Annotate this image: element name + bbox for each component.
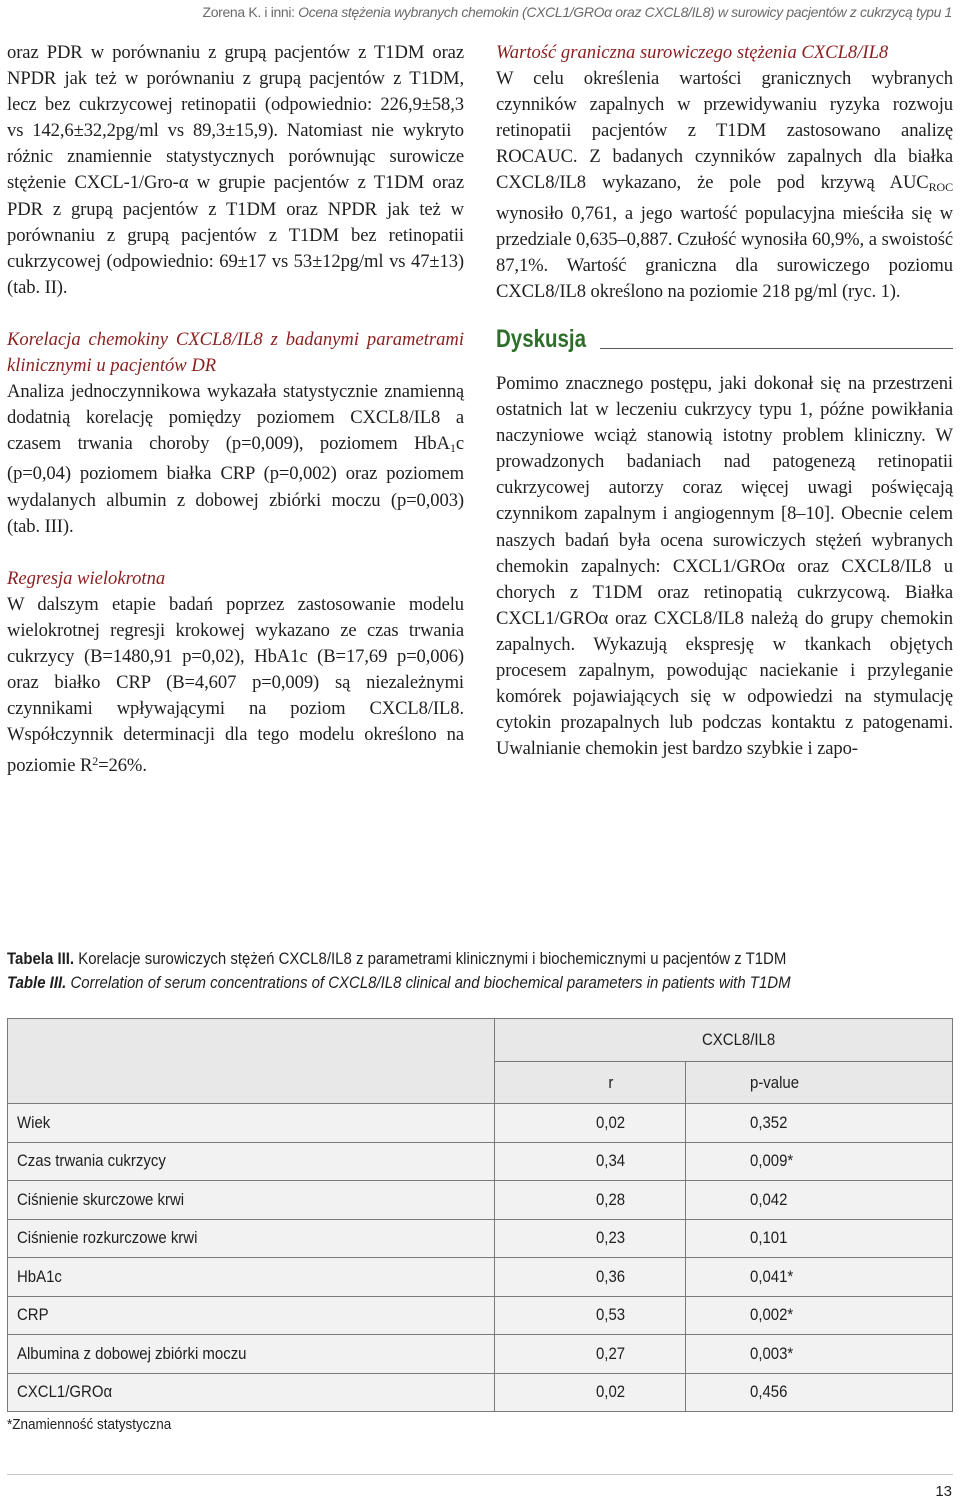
paragraph: oraz PDR w porównaniu z grupą pacjentów z T1DM oraz NPDR jak też w porównaniu z grupą pacjentów z T1DM, lecz bez cukrzycowej retinopatii (odpowiednio: 226,9±58,3 vs 142,6±32,2pg/ml vs 89,3±15,9). Natomiast nie wykryto różnic znamiennie statystycznych porównując surowicze stężenie CXCL-1/Gro-α w grupie pacjentów z T1DM oraz PDR z grupą pacjentów z T1DM oraz NPDR jak też w porównaniu z grupą pacjentów z T1DM bez retinopatii cukrzycowej (odpowiednio: 69±17 vs 53±12pg/ml vs 47±13) (tab. II). (7, 42, 464, 298)
superscript: 2 (92, 754, 99, 769)
subscript: ROC (928, 180, 953, 195)
cell-r-text: 0,23 (596, 1228, 626, 1248)
cell-r (495, 1142, 686, 1181)
column-header-p (686, 1062, 953, 1104)
column-header-r (495, 1062, 686, 1104)
table-caption (7, 947, 953, 995)
cell-r-text: 0,36 (596, 1266, 626, 1286)
cell-p (686, 1181, 953, 1220)
subsection-heading: Regresja wielokrotna (7, 567, 166, 589)
caption-pl (7, 947, 953, 971)
page-number: 13 (935, 1483, 952, 1500)
group-header-text: CXCL8/IL8 (702, 1030, 776, 1049)
caption-text: Correlation of serum concentrations of CXCL8/IL8 clinical and biochemical parameters in patients with T1DM (66, 973, 791, 992)
running-head (203, 4, 952, 20)
table-row (8, 1104, 953, 1143)
row-label-text: Ciśnienie rozkurczowe krwi (17, 1228, 198, 1248)
row-label (8, 1296, 495, 1335)
cell-p-text: 0,003* (750, 1343, 794, 1363)
cell-r (495, 1373, 686, 1412)
row-label (8, 1335, 495, 1374)
page-bottom-rule (7, 1474, 953, 1475)
cell-r-text: 0,02 (596, 1112, 626, 1132)
subsection-heading: Korelacja chemokiny CXCL8/IL8 z badanymi parametrami klinicznymi u pacjentów DR (7, 328, 464, 377)
row-label-text: Wiek (17, 1112, 51, 1132)
table-group-header (495, 1019, 953, 1062)
paragraph-text: W dalszym etapie badań poprzez zastosowanie modelu wielokrotnej regresji krokowej wykazano ze czas trwania cukrzycy (B=1480,91 p=0,02), HbA1c (B=17,69 p=0,006) oraz białko CRP (B=4,607 p=0,009) są niezależnymi czynnikami wpływającymi na poziom CXCL8/IL8. Współczynnik determinacji dla tego modelu określono na poziomie R (7, 593, 464, 777)
caption-label: Table III. (7, 973, 67, 992)
paragraph (496, 66, 953, 305)
row-label (8, 1373, 495, 1412)
row-label-text: Albumina z dobowej zbiórki moczu (17, 1343, 247, 1363)
cell-r (495, 1104, 686, 1143)
row-label-text: CXCL1/GROα (17, 1382, 113, 1402)
cell-p (686, 1373, 953, 1412)
row-label-text: CRP (17, 1305, 49, 1325)
cell-p-text: 0,009* (750, 1151, 794, 1171)
running-head-authors: Zorena K. i inni: (202, 4, 299, 20)
right-column (496, 40, 953, 762)
cell-p (686, 1335, 953, 1374)
cell-p (686, 1258, 953, 1297)
paragraph-text: =26%. (98, 755, 147, 777)
data-table (7, 1018, 953, 1412)
cell-r (495, 1219, 686, 1258)
paragraph (7, 592, 464, 780)
table-row (8, 1258, 953, 1297)
caption-en (7, 971, 953, 995)
row-label-text: Czas trwania cukrzycy (17, 1151, 166, 1171)
row-label (8, 1181, 495, 1220)
cell-p-text: 0,042 (750, 1189, 788, 1209)
table-row (8, 1335, 953, 1374)
cell-r-text: 0,53 (596, 1305, 626, 1325)
cell-p-text: 0,041* (750, 1266, 794, 1286)
column-header-text: r (608, 1072, 614, 1092)
cell-r (495, 1181, 686, 1220)
row-label (8, 1219, 495, 1258)
cell-r-text: 0,27 (596, 1343, 626, 1363)
section-heading (496, 325, 953, 353)
paragraph-text: wynosiło 0,761, a jego wartość populacyjna mieściła się w przedziale 0,635–0,887. Czułość wynosiła 60,9%, a swoistość 87,1%. Wartość graniczna dla surowiczego poziomu CXCL8/IL8 określono na poziomie 218 pg/ml (ryc. 1). (496, 202, 953, 302)
row-label (8, 1258, 495, 1297)
table-row (8, 1142, 953, 1181)
row-label-text: Ciśnienie skurczowe krwi (17, 1189, 185, 1209)
cell-r-text: 0,02 (596, 1382, 626, 1402)
table-header-empty (8, 1019, 495, 1104)
cell-p-text: 0,101 (750, 1228, 788, 1248)
subsection-heading: Wartość graniczna surowiczego stężenia CXCL8/IL8 (496, 42, 889, 63)
cell-r-text: 0,34 (596, 1151, 626, 1171)
table-row (8, 1373, 953, 1412)
paragraph-text: W celu określenia wartości granicznych wybranych czynników zapalnych w przewidywaniu ryzyka rozwoju retinopatii pacjentów z T1DM zastosowano analizę ROCAUC. Z badanych czynników zapalnych dla białka CXCL8/IL8 wykazano, że pole pod krzywą AUC (496, 68, 953, 194)
cell-p-text: 0,456 (750, 1382, 788, 1402)
table-row (8, 1296, 953, 1335)
running-head-title: Ocena stężenia wybranych chemokin (CXCL1/GROα oraz CXCL8/IL8) w surowicy pacjentów z cukrzycą typu 1 (298, 4, 952, 20)
cell-p (686, 1104, 953, 1143)
cell-r (495, 1335, 686, 1374)
section-rule (600, 348, 953, 349)
caption-label: Tabela III. (7, 949, 75, 968)
cell-p (686, 1219, 953, 1258)
paragraph: Pomimo znacznego postępu, jaki dokonał się na przestrzeni ostatnich lat w leczeniu cukrzycy typu 1, późne powikłania naczyniowe wciąż stanowią istotny problem kliniczny. W prowadzonych badaniach nad patogenezą retinopatii cukrzycowej autorzy coraz więcej uwagi poświęcają czynnikom zapalnym i angiogennym [8–10]. Obecnie celem naszych badań była ocena surowiczych stężeń wybranych chemokin zapalnych: CXCL1/GROα oraz CXCL8/IL8 u chorych z T1DM oraz retinopatią cukrzycową. Białka CXCL1/GROα oraz CXCL8/IL8 należą do grupy chemokin zapalnych. Wykazują ekspresję w tkankach objętych procesem zapalnym, powodując naciekanie i przyleganie komórek pojawiających się w odpowiedzi na stymulację cytokin prozapalnych lub podczas kontaktu z patogenami. Uwalnianie chemokin jest bardzo szybkie i zapo- (496, 372, 953, 760)
table-row (8, 1181, 953, 1220)
caption-text: Korelacje surowiczych stężeń CXCL8/IL8 z parametrami klinicznymi i biochemicznymi u pacjentów z T1DM (74, 949, 787, 968)
cell-p-text: 0,002* (750, 1305, 794, 1325)
paragraph (7, 379, 464, 540)
cell-r (495, 1296, 686, 1335)
cell-p-text: 0,352 (750, 1112, 788, 1132)
row-label-text: HbA1c (17, 1266, 62, 1286)
cell-p (686, 1296, 953, 1335)
table-footnote: *Znamienność statystyczna (7, 1416, 172, 1433)
table-header-row (8, 1019, 953, 1062)
cell-r (495, 1258, 686, 1297)
left-column (7, 40, 464, 779)
paragraph-text: c (p=0,04) poziomem białka CRP (p=0,002) oraz poziomem wydalanych albumin z dobowej zbiórki moczu (p=0,003) (tab. III). (7, 433, 464, 537)
section-title: Dyskusja (496, 324, 587, 353)
table-row (8, 1219, 953, 1258)
paragraph-text: Analiza jednoczynnikowa wykazała statystycznie znamienną dodatnią korelację pomiędzy poziomem CXCL8/IL8 a czasem trwania choroby (p=0,009), poziomem HbA (7, 381, 464, 455)
column-header-text: p-value (750, 1072, 800, 1092)
row-label (8, 1142, 495, 1181)
row-label (8, 1104, 495, 1143)
cell-p (686, 1142, 953, 1181)
subscript: 1 (449, 441, 456, 456)
cell-r-text: 0,28 (596, 1189, 626, 1209)
